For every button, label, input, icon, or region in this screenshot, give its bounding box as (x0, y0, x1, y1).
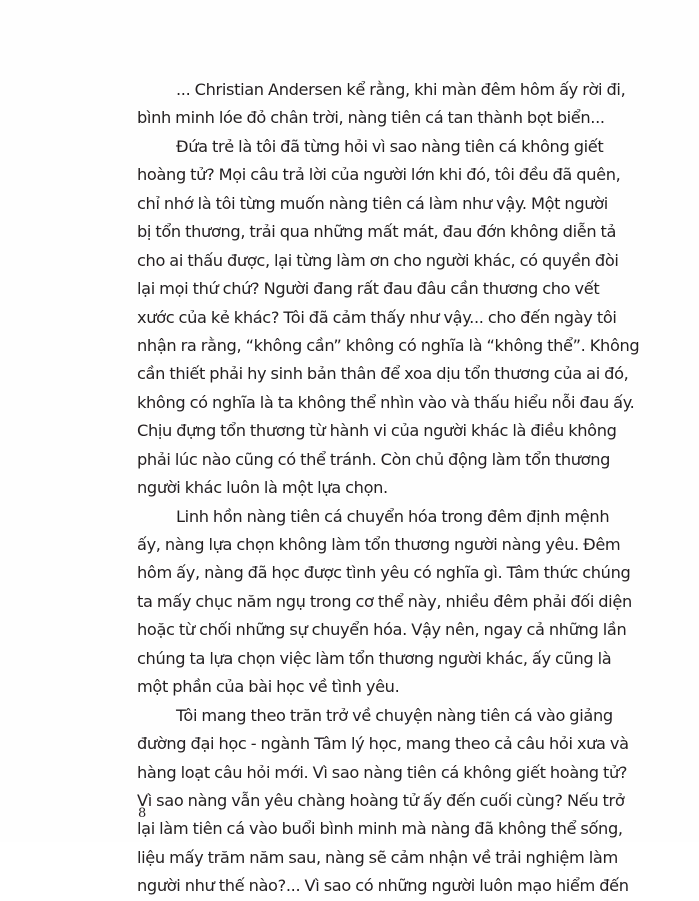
text-line: một phần của bài học về tình yêu. (137, 677, 400, 697)
text-line: hôm ấy, nàng đã học được tình yêu có nghĩa gì. Tâm thức chúng (137, 563, 631, 583)
text-line: đường đại học - ngành Tâm lý học, mang theo cả câu hỏi xưa và (137, 734, 629, 754)
text-line: cần thiết phải hy sinh bản thân để xoa dịu tổn thương của ai đó, (137, 364, 629, 384)
text-line: người như thế nào?... Vì sao có những người luôn mạo hiểm đến (137, 876, 629, 896)
text-line: xước của kẻ khác? Tôi đã cảm thấy như vậy... cho đến ngày tôi (137, 307, 617, 327)
text-line: lại làm tiên cá vào buổi bình minh mà nàng đã không thể sống, (137, 819, 623, 839)
text-line: chỉ nhớ là tôi từng muốn nàng tiên cá làm như vậy. Một người (137, 193, 608, 213)
text-line: bị tổn thương, trải qua những mất mát, đau đớn không diễn tả (137, 222, 617, 242)
text-line: lại mọi thứ chứ? Người đang rất đau đâu cần thương cho vết (137, 279, 600, 299)
text-line: hoặc từ chối những sự chuyển hóa. Vậy nên, ngay cả những lần (137, 620, 627, 640)
text-line: bình minh lóe đỏ chân trời, nàng tiên cá tan thành bọt biển... (137, 108, 605, 128)
body-text (137, 76, 640, 901)
text-line: phải lúc nào cũng có thể tránh. Còn chủ động làm tổn thương (137, 449, 611, 469)
text-line: chúng ta lựa chọn việc làm tổn thương người khác, ấy cũng là (137, 648, 612, 668)
text-line: ấy, nàng lựa chọn không làm tổn thương người nàng yêu. Đêm (137, 535, 621, 554)
text-line: không có nghĩa là ta không thể nhìn vào và thấu hiểu nỗi đau ấy. (137, 392, 635, 412)
text-line: Tôi mang theo trăn trở về chuyện nàng tiên cá vào giảng (176, 705, 613, 725)
text-line: người khác luôn là một lựa chọn. (137, 478, 388, 498)
text-line: Chịu đựng tổn thương từ hành vi của người khác là điều không (137, 421, 617, 441)
text-line: hàng loạt câu hỏi mới. Vì sao nàng tiên cá không giết hoàng tử? (137, 762, 628, 782)
text-line: nhận ra rằng, “không cần” không có nghĩa là “không thể”. Không (137, 335, 640, 355)
text-line: Vì sao nàng vẫn yêu chàng hoàng tử ấy đến cuối cùng? Nếu trở (137, 790, 625, 810)
text-line: Đứa trẻ là tôi đã từng hỏi vì sao nàng tiên cá không giết (176, 136, 604, 156)
text-line: ... Christian Andersen kể rằng, khi màn đêm hôm ấy rời đi, (176, 80, 626, 99)
text-line: Linh hồn nàng tiên cá chuyển hóa trong đêm định mệnh (176, 506, 610, 526)
page-number: 8 (138, 806, 147, 821)
text-line: hoàng tử? Mọi câu trả lời của người lớn khi đó, tôi đều đã quên, (137, 165, 621, 185)
text-line: liệu mấy trăm năm sau, nàng sẽ cảm nhận về trải nghiệm làm (137, 847, 618, 867)
text-line: cho ai thấu được, lại từng làm ơn cho người khác, có quyền đòi (137, 250, 619, 270)
text-line: ta mấy chục năm ngụ trong cơ thể này, nhiều đêm phải đối diện (137, 591, 632, 611)
